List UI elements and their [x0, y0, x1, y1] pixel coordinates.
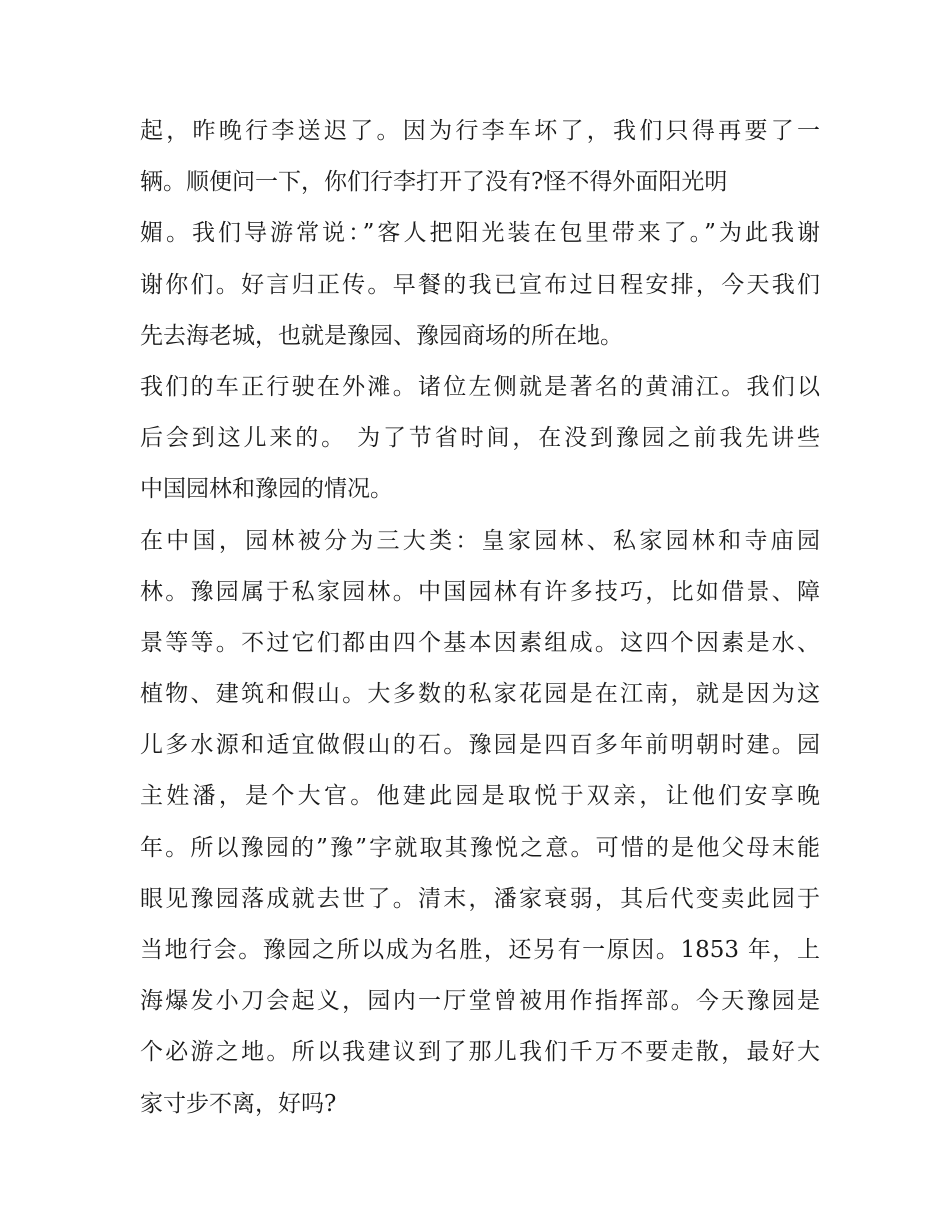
text-line: 先去海老城，也就是豫园、豫园商场的所在地。 — [140, 322, 623, 349]
text-line: 起，昨晚行李送迟了。因为行李车坏了，我们只得再要了一 — [140, 118, 820, 144]
text-line: 儿多水源和适宜做假山的石。豫园是四百多年前明朝时建。园 — [140, 732, 820, 759]
text-line: 景等等。不过它们都由四个基本因素组成。这四个因素是水、 — [140, 629, 820, 656]
text-line: 谢你们。好言归正传。早餐的我已宣布过日程安排，今天我们 — [140, 271, 820, 298]
text-line: 当地行会。豫园之所以成为名胜，还另有一原因。1853 年，上 — [140, 937, 820, 963]
text-line: 海爆发小刀会起义，园内一厅堂曾被用作指挥部。今天豫园是 — [140, 988, 820, 1015]
text-line: 家寸步不离，好吗? — [140, 1090, 337, 1117]
text-line: 在中国，园林被分为三大类：皇家园林、私家园林和寺庙园 — [140, 527, 820, 554]
text-line: 中国园林和豫园的情况。 — [140, 476, 393, 503]
text-line: 个必游之地。所以我建议到了那儿我们千万不要走散，最好大 — [140, 1039, 820, 1066]
text-line: 后会到这儿来的。 为了节省时间，在没到豫园之前我先讲些 — [140, 425, 820, 452]
text-line: 林。豫园属于私家园林。中国园林有许多技巧，比如借景、障 — [140, 578, 820, 605]
text-line: 我们的车正行驶在外滩。诸位左侧就是著名的黄浦江。我们以 — [140, 373, 820, 400]
body-text — [140, 106, 820, 1130]
text-line: 眼见豫园落成就去世了。清末，潘家衰弱，其后代变卖此园于 — [140, 885, 820, 912]
text-line: 年。所以豫园的”豫”字就取其豫悦之意。可惜的是他父母末能 — [140, 834, 820, 861]
text-line: 辆。顺便问一下，你们行李打开了没有?怪不得外面阳光明 — [140, 169, 728, 196]
text-line: 植物、建筑和假山。大多数的私家花园是在江南，就是因为这 — [140, 681, 820, 708]
text-line: 主姓潘，是个大官。他建此园是取悦于双亲，让他们安享晚 — [140, 783, 820, 810]
text-line: 媚。我们导游常说：”客人把阳光装在包里带来了。”为此我谢 — [140, 220, 820, 247]
